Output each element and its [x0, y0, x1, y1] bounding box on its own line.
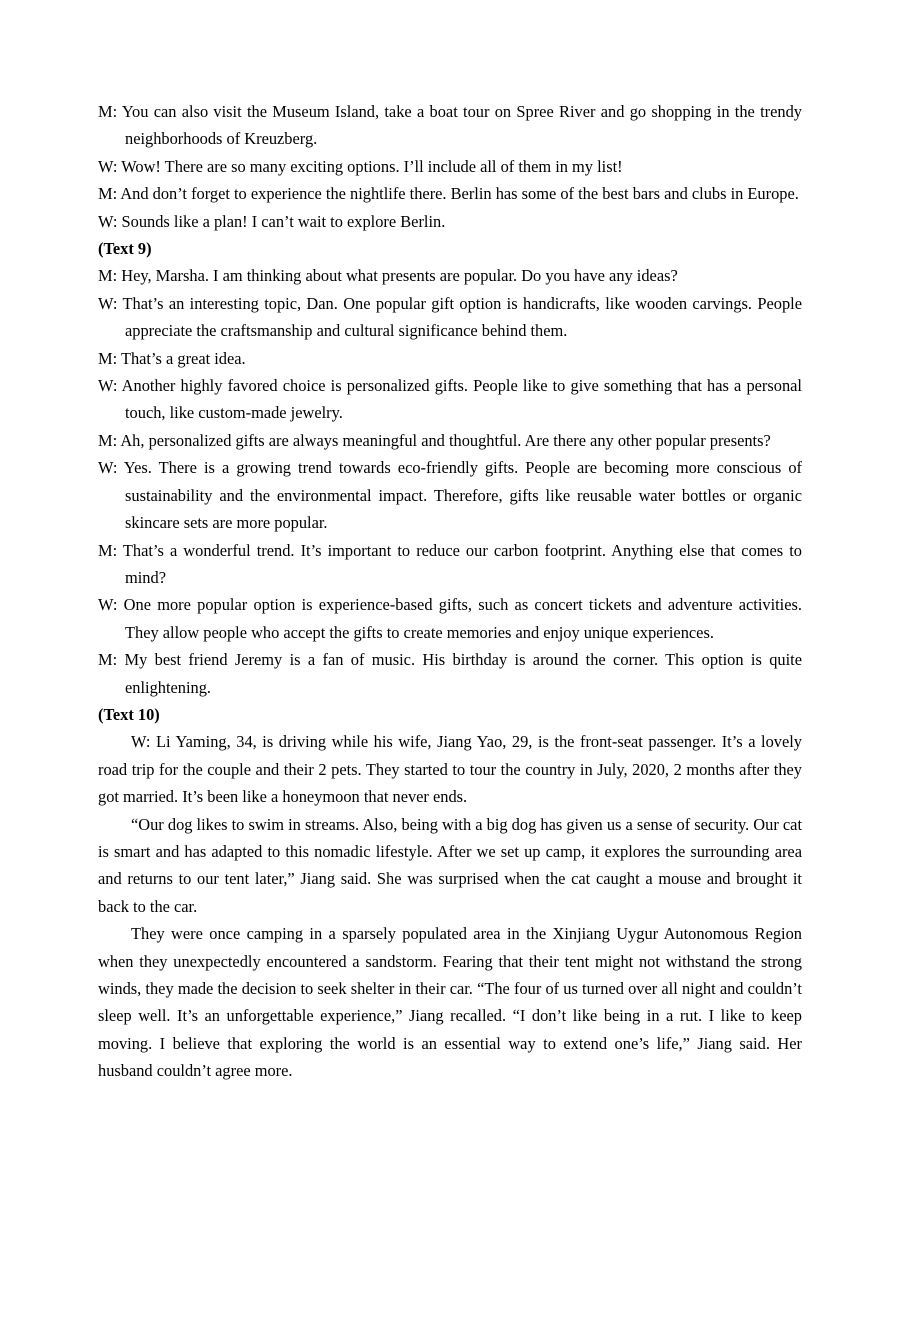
dialogue-text: That’s a wonderful trend. It’s important to reduce our carbon footprint. Anything else that comes to mind?	[122, 540, 802, 587]
speaker-label: W:	[98, 458, 118, 478]
dialogue-line	[98, 646, 802, 701]
dialogue-text: And don’t forget to experience the nightlife there. Berlin has some of the best bars and clubs in Europe.	[120, 184, 799, 204]
dialogue-line	[98, 262, 802, 289]
dialogue-text: Ah, personalized gifts are always meaningful and thoughtful. Are there any other popular presents?	[120, 430, 771, 450]
dialogue-text: My best friend Jeremy is a fan of music. His birthday is around the corner. This option is quite enlightening.	[124, 650, 802, 697]
speaker-label: M:	[98, 430, 118, 450]
dialogue-line	[98, 591, 802, 646]
speaker-label: M:	[98, 540, 118, 560]
dialogue-text: Sounds like a plan! I can’t wait to explore Berlin.	[121, 211, 446, 231]
dialogue-line	[98, 180, 802, 207]
dialogue-line	[98, 427, 802, 454]
dialogue-line	[98, 537, 802, 592]
speaker-label: M:	[98, 102, 118, 121]
dialogue-line	[98, 208, 802, 235]
speaker-label: W:	[98, 293, 118, 313]
speaker-label: W:	[98, 376, 118, 396]
passage-paragraph: W: Li Yaming, 34, is driving while his wife, Jiang Yao, 29, is the front-seat passenger. It’s a lovely road trip for the couple and their 2 pets. They started to tour the country in July, 2020, 2 months after they got married. It’s been like a honeymoon that never ends.	[98, 732, 802, 807]
dialogue-line	[98, 290, 802, 345]
dialogue-line	[98, 153, 802, 180]
dialogue-text: You can also visit the Museum Island, take a boat tour on Spree River and go shopping in the trendy neighborhoods of Kreuzberg.	[121, 102, 802, 149]
dialogue-text: That’s an interesting topic, Dan. One popular gift option is handicrafts, like wooden carvings. People appreciate the craftsmanship and cultural significance behind them.	[122, 293, 803, 341]
dialogue-text: Yes. There is a growing trend towards eco-friendly gifts. People are becoming more conscious of sustainability and the environmental impact. Therefore, gifts like reusable water bottles or organic skincare sets are more popular.	[123, 458, 802, 533]
speaker-label: M:	[98, 650, 118, 670]
speaker-label: M:	[98, 266, 118, 286]
speaker-label: W:	[98, 595, 118, 615]
speaker-label: W:	[98, 211, 118, 231]
dialogue-text: Hey, Marsha. I am thinking about what presents are popular. Do you have any ideas?	[121, 266, 678, 286]
dialogue-line	[98, 372, 802, 427]
speaker-label: M:	[98, 348, 118, 368]
speaker-label: W:	[98, 156, 118, 176]
passage-paragraph: “Our dog likes to swim in streams. Also, being with a big dog has given us a sense of security. Our cat is smart and has adapted to this nomadic lifestyle. After we set up camp, it explores the surrounding area and returns to our tent later,” Jiang said. She was surprised when the cat caught a mouse and brought it back to the car.	[98, 814, 802, 916]
section-heading-text9: (Text 9)	[98, 239, 152, 259]
dialogue-line	[98, 345, 802, 372]
page-content	[98, 98, 802, 1085]
dialogue-text: Wow! There are so many exciting options. I’ll include all of them in my list!	[121, 156, 623, 176]
text9-dialogue	[98, 262, 802, 701]
text10-passage	[98, 728, 802, 1084]
dialogue-line	[98, 454, 802, 536]
dialogue-text: That’s a great idea.	[120, 348, 246, 368]
dialogue-text: One more popular option is experience-based gifts, such as concert tickets and adventure activities. They allow people who accept the gifts to create memories and enjoy unique experiences.	[123, 595, 802, 642]
passage-paragraph: They were once camping in a sparsely populated area in the Xinjiang Uygur Autonomous Region when they unexpectedly encountered a sandstorm. Fearing that their tent might not withstand the strong winds, they made the decision to seek shelter in their car. “The four of us turned over all night and couldn’t sleep well. It’s an unforgettable experience,” Jiang recalled. “I don’t like being in a rut. I like to keep moving. I believe that exploring the world is an essential way to extend one’s life,” Jiang said. Her husband couldn’t agree more.	[98, 924, 802, 1081]
dialogue-text: Another highly favored choice is personalized gifts. People like to give something that has a personal touch, like custom-made jewelry.	[121, 376, 802, 423]
text8-dialogue	[98, 98, 802, 235]
dialogue-line	[98, 98, 802, 153]
section-heading-text10: (Text 10)	[98, 704, 160, 724]
speaker-label: M:	[98, 184, 118, 204]
